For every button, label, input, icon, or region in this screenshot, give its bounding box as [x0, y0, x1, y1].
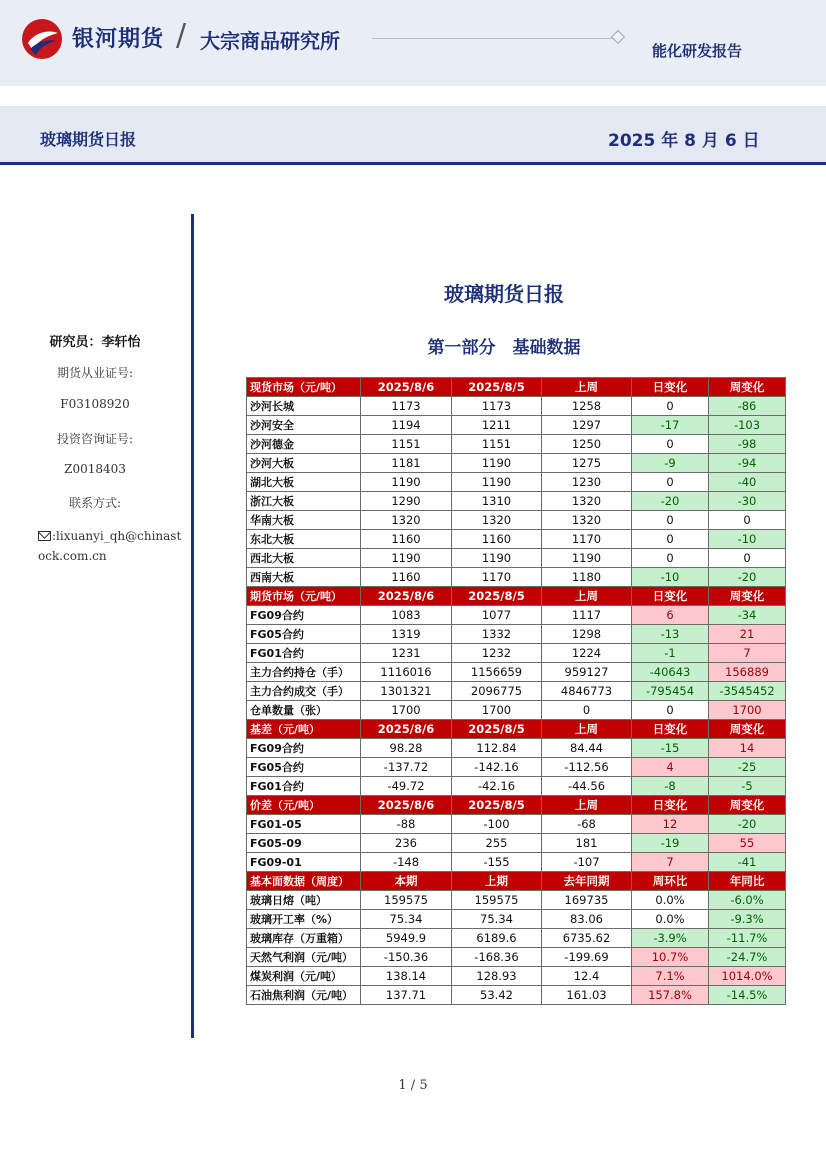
section-header-row — [247, 587, 786, 606]
table-row — [247, 891, 786, 910]
table-cell: 1332 — [452, 625, 542, 644]
table-cell: -19 — [632, 834, 709, 853]
table-cell: 1232 — [452, 644, 542, 663]
column-header: 日变化 — [632, 587, 709, 606]
table-cell: -5 — [709, 777, 786, 796]
table-cell: 1194 — [361, 416, 452, 435]
title-band-rule — [0, 162, 826, 165]
invest-cert-number: Z0018403 — [64, 462, 126, 476]
table-cell: 0.0% — [632, 891, 709, 910]
column-header: 上周 — [542, 378, 632, 397]
row-label: 湖北大板 — [247, 473, 361, 492]
column-header: 周变化 — [709, 796, 786, 815]
researcher-name: 研究员：李轩怡 — [49, 335, 141, 350]
table-cell: 0 — [632, 397, 709, 416]
contact-label: 联系方式: — [68, 496, 122, 510]
table-cell: 1320 — [361, 511, 452, 530]
table-cell: 1156659 — [452, 663, 542, 682]
section-header-row — [247, 378, 786, 397]
brand-name: 银河期货 — [72, 27, 165, 52]
table-row — [247, 397, 786, 416]
table-cell: 255 — [452, 834, 542, 853]
table-cell: 1160 — [361, 530, 452, 549]
table-cell: 1077 — [452, 606, 542, 625]
table-cell: 0 — [632, 701, 709, 720]
table-cell: 1160 — [361, 568, 452, 587]
column-header: 2025/8/5 — [452, 796, 542, 815]
table-cell: 1181 — [361, 454, 452, 473]
table-cell: -68 — [542, 815, 632, 834]
table-cell: 21 — [709, 625, 786, 644]
table-cell: 6735.62 — [542, 929, 632, 948]
table-cell: 112.84 — [452, 739, 542, 758]
table-cell: 159575 — [452, 891, 542, 910]
table-cell: 1230 — [542, 473, 632, 492]
table-cell: 157.8% — [632, 986, 709, 1005]
table-cell: -44.56 — [542, 777, 632, 796]
table-cell: 1700 — [452, 701, 542, 720]
table-cell: 1116016 — [361, 663, 452, 682]
table-cell: 1700 — [361, 701, 452, 720]
table-cell: -20 — [709, 815, 786, 834]
futures-cert-label: 期货从业证号: — [56, 366, 134, 380]
table-cell: 1170 — [542, 530, 632, 549]
row-label: FG09合约 — [247, 739, 361, 758]
section-header-row — [247, 872, 786, 891]
table-cell: 1320 — [542, 511, 632, 530]
table-cell: -100 — [452, 815, 542, 834]
table-cell: 1151 — [452, 435, 542, 454]
table-cell: 75.34 — [361, 910, 452, 929]
row-label: FG01-05 — [247, 815, 361, 834]
table-cell: 1014.0% — [709, 967, 786, 986]
table-cell: 1211 — [452, 416, 542, 435]
table-cell: 1310 — [452, 492, 542, 511]
table-cell: 2096775 — [452, 682, 542, 701]
table-cell: -41 — [709, 853, 786, 872]
table-cell: 1258 — [542, 397, 632, 416]
row-label: 浙江大板 — [247, 492, 361, 511]
table-cell: -142.16 — [452, 758, 542, 777]
column-header: 2025/8/6 — [361, 587, 452, 606]
table-row — [247, 967, 786, 986]
row-label: FG05合约 — [247, 758, 361, 777]
table-cell: 0 — [632, 435, 709, 454]
row-label: 天然气利润（元/吨） — [247, 948, 361, 967]
column-header: 上周 — [542, 796, 632, 815]
row-label: 玻璃开工率（%） — [247, 910, 361, 929]
table-cell: 1180 — [542, 568, 632, 587]
table-cell: 1190 — [452, 454, 542, 473]
row-label: 沙河长城 — [247, 397, 361, 416]
table-cell: 10.7% — [632, 948, 709, 967]
table-cell: 1190 — [542, 549, 632, 568]
table-cell: 0 — [542, 701, 632, 720]
table-cell: 6 — [632, 606, 709, 625]
row-label: FG01合约 — [247, 777, 361, 796]
table-cell: 5949.9 — [361, 929, 452, 948]
table-cell: -148 — [361, 853, 452, 872]
column-header: 周变化 — [709, 587, 786, 606]
table-row — [247, 549, 786, 568]
table-cell: 0 — [632, 549, 709, 568]
table-cell: 169735 — [542, 891, 632, 910]
table-cell: 0.0% — [632, 910, 709, 929]
table-cell: -137.72 — [361, 758, 452, 777]
table-cell: 7 — [632, 853, 709, 872]
row-label: 西北大板 — [247, 549, 361, 568]
column-header: 周环比 — [632, 872, 709, 891]
table-cell: 1173 — [361, 397, 452, 416]
table-cell: -94 — [709, 454, 786, 473]
table-row — [247, 435, 786, 454]
table-row — [247, 644, 786, 663]
table-cell: 1320 — [542, 492, 632, 511]
table-cell: 156889 — [709, 663, 786, 682]
header-divider: / — [176, 18, 187, 53]
mail-icon — [38, 531, 51, 541]
table-cell: 1190 — [452, 549, 542, 568]
table-cell: -9.3% — [709, 910, 786, 929]
row-label: FG05-09 — [247, 834, 361, 853]
row-label: FG09合约 — [247, 606, 361, 625]
column-header: 上期 — [452, 872, 542, 891]
column-header: 周变化 — [709, 378, 786, 397]
table-cell: 83.06 — [542, 910, 632, 929]
row-label: 东北大板 — [247, 530, 361, 549]
report-title: 玻璃期货日报 — [40, 130, 137, 149]
table-cell: 1319 — [361, 625, 452, 644]
section-header-label: 基本面数据（周度） — [247, 872, 361, 891]
table-cell: -155 — [452, 853, 542, 872]
table-cell: 1250 — [542, 435, 632, 454]
table-cell: 4846773 — [542, 682, 632, 701]
table-row — [247, 758, 786, 777]
table-row — [247, 530, 786, 549]
basic-data-table — [246, 377, 786, 1005]
table-cell: -107 — [542, 853, 632, 872]
table-row — [247, 625, 786, 644]
column-header: 2025/8/6 — [361, 378, 452, 397]
table-cell: 1173 — [452, 397, 542, 416]
contact-email[interactable] — [38, 526, 183, 566]
table-row — [247, 454, 786, 473]
table-cell: 55 — [709, 834, 786, 853]
column-header: 2025/8/5 — [452, 587, 542, 606]
table-cell: -3545452 — [709, 682, 786, 701]
table-cell: -103 — [709, 416, 786, 435]
table-cell: 75.34 — [452, 910, 542, 929]
table-cell: -3.9% — [632, 929, 709, 948]
table-cell: 1190 — [452, 473, 542, 492]
table-cell: -40 — [709, 473, 786, 492]
table-cell: 959127 — [542, 663, 632, 682]
table-cell: -6.0% — [709, 891, 786, 910]
table-cell: 1301321 — [361, 682, 452, 701]
table-cell: 98.28 — [361, 739, 452, 758]
table-cell: -88 — [361, 815, 452, 834]
row-label: 主力合约持仓（手） — [247, 663, 361, 682]
table-cell: 0 — [632, 473, 709, 492]
column-header: 2025/8/5 — [452, 720, 542, 739]
section-title: 第一部分 基础数据 — [427, 338, 581, 358]
column-header: 日变化 — [632, 378, 709, 397]
table-cell: 138.14 — [361, 967, 452, 986]
table-cell: 1170 — [452, 568, 542, 587]
table-cell: -25 — [709, 758, 786, 777]
table-cell: 12 — [632, 815, 709, 834]
table-row — [247, 568, 786, 587]
table-cell: 0 — [632, 511, 709, 530]
table-cell: 0 — [632, 530, 709, 549]
table-cell: -15 — [632, 739, 709, 758]
table-cell: 1151 — [361, 435, 452, 454]
table-cell: -24.7% — [709, 948, 786, 967]
section-header-label: 期货市场（元/吨） — [247, 587, 361, 606]
table-cell: 0 — [709, 511, 786, 530]
table-cell: 1083 — [361, 606, 452, 625]
invest-cert-label: 投资咨询证号: — [56, 432, 134, 446]
column-header: 日变化 — [632, 796, 709, 815]
table-row — [247, 416, 786, 435]
table-cell: 236 — [361, 834, 452, 853]
column-header: 年同比 — [709, 872, 786, 891]
table-cell: 12.4 — [542, 967, 632, 986]
section-header-row — [247, 720, 786, 739]
table-row — [247, 948, 786, 967]
table-row — [247, 986, 786, 1005]
table-cell: -20 — [632, 492, 709, 511]
column-header: 周变化 — [709, 720, 786, 739]
table-cell: 0 — [709, 549, 786, 568]
table-cell: -17 — [632, 416, 709, 435]
column-header: 上周 — [542, 720, 632, 739]
table-cell: 1117 — [542, 606, 632, 625]
galaxy-logo-icon — [20, 17, 64, 61]
table-cell: -30 — [709, 492, 786, 511]
institute-name: 大宗商品研究所 — [200, 29, 340, 53]
table-cell: 14 — [709, 739, 786, 758]
column-header: 2025/8/6 — [361, 720, 452, 739]
row-label: 玻璃日熔（吨） — [247, 891, 361, 910]
table-cell: -14.5% — [709, 986, 786, 1005]
table-cell: -11.7% — [709, 929, 786, 948]
section-header-label: 价差（元/吨） — [247, 796, 361, 815]
row-label: 石油焦利润（元/吨） — [247, 986, 361, 1005]
column-header: 本期 — [361, 872, 452, 891]
table-cell: -1 — [632, 644, 709, 663]
table-cell: -199.69 — [542, 948, 632, 967]
report-date: 2025 年 8 月 6 日 — [608, 131, 760, 151]
column-header: 上周 — [542, 587, 632, 606]
table-row — [247, 492, 786, 511]
table-cell: -795454 — [632, 682, 709, 701]
table-cell: 7.1% — [632, 967, 709, 986]
report-type: 能化研发报告 — [652, 42, 743, 60]
table-row — [247, 606, 786, 625]
row-label: 沙河大板 — [247, 454, 361, 473]
column-header: 2025/8/6 — [361, 796, 452, 815]
table-row — [247, 853, 786, 872]
table-cell: -10 — [632, 568, 709, 587]
table-cell: 1231 — [361, 644, 452, 663]
table-cell: 1320 — [452, 511, 542, 530]
row-label: 沙河德金 — [247, 435, 361, 454]
row-label: FG01合约 — [247, 644, 361, 663]
page-number: 1 / 5 — [398, 1078, 428, 1093]
row-label: 煤炭利润（元/吨） — [247, 967, 361, 986]
column-header: 日变化 — [632, 720, 709, 739]
table-cell: 1275 — [542, 454, 632, 473]
table-cell: -20 — [709, 568, 786, 587]
table-cell: 1224 — [542, 644, 632, 663]
table-row — [247, 701, 786, 720]
futures-cert-number: F03108920 — [60, 397, 130, 411]
column-header: 去年同期 — [542, 872, 632, 891]
table-cell: -13 — [632, 625, 709, 644]
table-cell: 1298 — [542, 625, 632, 644]
table-cell: -10 — [709, 530, 786, 549]
section-header-label: 现货市场（元/吨） — [247, 378, 361, 397]
row-label: 仓单数量（张） — [247, 701, 361, 720]
table-cell: -42.16 — [452, 777, 542, 796]
document-title: 玻璃期货日报 — [444, 282, 564, 306]
row-label: 玻璃库存（万重箱） — [247, 929, 361, 948]
table-row — [247, 739, 786, 758]
row-label: 西南大板 — [247, 568, 361, 587]
table-cell: -112.56 — [542, 758, 632, 777]
table-row — [247, 682, 786, 701]
row-label: FG09-01 — [247, 853, 361, 872]
table-cell: 128.93 — [452, 967, 542, 986]
row-label: 华南大板 — [247, 511, 361, 530]
table-cell: 159575 — [361, 891, 452, 910]
row-label: 主力合约成交（手） — [247, 682, 361, 701]
table-cell: 7 — [709, 644, 786, 663]
table-row — [247, 929, 786, 948]
table-cell: 181 — [542, 834, 632, 853]
table-cell: -86 — [709, 397, 786, 416]
table-cell: -150.36 — [361, 948, 452, 967]
table-cell: -49.72 — [361, 777, 452, 796]
section-header-label: 基差（元/吨） — [247, 720, 361, 739]
table-cell: -40643 — [632, 663, 709, 682]
table-cell: 4 — [632, 758, 709, 777]
table-row — [247, 663, 786, 682]
table-cell: -98 — [709, 435, 786, 454]
table-row — [247, 815, 786, 834]
table-cell: -168.36 — [452, 948, 542, 967]
table-cell: -8 — [632, 777, 709, 796]
table-cell: 137.71 — [361, 986, 452, 1005]
table-cell: 6189.6 — [452, 929, 542, 948]
column-header: 2025/8/5 — [452, 378, 542, 397]
header-deco-line — [372, 38, 617, 39]
table-cell: 84.44 — [542, 739, 632, 758]
table-cell: 1190 — [361, 549, 452, 568]
row-label: 沙河安全 — [247, 416, 361, 435]
table-row — [247, 910, 786, 929]
table-cell: -9 — [632, 454, 709, 473]
table-row — [247, 473, 786, 492]
email-text: :lixuanyi_qh@chinastock.com.cn — [38, 529, 182, 563]
table-cell: 1700 — [709, 701, 786, 720]
table-row — [247, 777, 786, 796]
table-cell: 53.42 — [452, 986, 542, 1005]
table-row — [247, 511, 786, 530]
table-cell: 1290 — [361, 492, 452, 511]
table-cell: 1297 — [542, 416, 632, 435]
row-label: FG05合约 — [247, 625, 361, 644]
section-header-row — [247, 796, 786, 815]
table-cell: 1160 — [452, 530, 542, 549]
table-cell: -34 — [709, 606, 786, 625]
table-cell: 1190 — [361, 473, 452, 492]
table-row — [247, 834, 786, 853]
table-cell: 161.03 — [542, 986, 632, 1005]
